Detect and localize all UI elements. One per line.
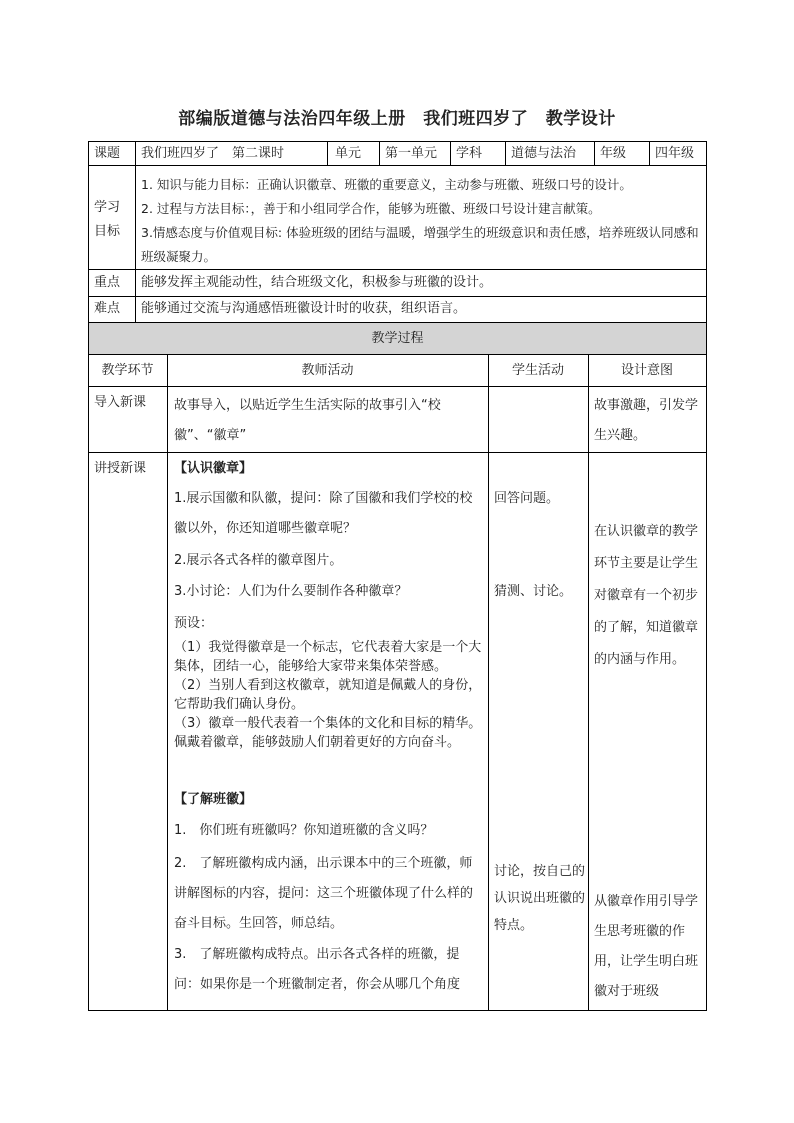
intro-intent: 故事激趣，引发学生兴趣。 [594,398,699,443]
s1-item-3: 3.小讨论：人们为什么要制作各种徽章？ [174,584,408,599]
process-heading: 教学过程 [371,331,424,346]
s1-item-2: 2.展示各式各样的徽章图片。 [174,553,343,568]
difficulty-label: 难点 [94,301,121,316]
goals-label-line1: 学习 [94,200,121,215]
intro-teacher: 故事导入，以贴近学生生活实际的故事引入“校徽”、“徽章” [174,398,441,443]
preset-3: （3）徽章一般代表着一个集体的文化和目标的精华。佩戴着徽章，能够鼓励人们朝着更好的方向奋斗。 [174,716,482,750]
goal-item-1: 1. 知识与能力目标：正确认识徽章、班徽的重要意义，主动参与班徽、班级口号的设计。 [141,177,632,192]
grade-value: 四年级 [655,146,695,161]
section-heading-class-badge: 【了解班徽】 [174,792,253,807]
student-activity-3: 讨论，按自己的认识说出班徽的特点。 [494,864,586,933]
preset-1: （1）我觉得徽章是一个标志，它代表着大家是一个大集体，团结一心，能够给大家带来集体荣誉感。 [174,640,482,674]
goal-item-2: 2. 过程与方法目标：，善于和小组同学合作，能够为班徽、班级口号设计建言献策。 [141,201,601,216]
lesson-stage: 讲授新课 [94,461,147,476]
subject-value: 道德与法治 [511,146,577,161]
design-intent-1: 在认识徽章的教学环节主要是让学生对徽章有一个初步的了解，知道徽章的内涵与作用。 [594,524,699,667]
design-intent-2: 从徽章作用引导学生思考班徽的作用，让学生明白班徽对于班级 [594,894,699,999]
student-activity-2: 猜测、讨论。 [494,584,573,599]
preset-2: （2）当别人看到这枚徽章，就知道是佩戴人的身份，它帮助我们确认身份。 [174,678,482,712]
topic-label: 课题 [94,146,121,161]
col-teacher-header: 教师活动 [301,363,354,378]
key-point-text: 能够发挥主观能动性，结合班级文化，积极参与班徽的设计。 [141,275,493,290]
goals-label-line2: 目标 [94,224,121,239]
s2-item-2: 2. 了解班徽构成内涵，出示课本中的三个班徽，师讲解图标的内容，提问：这三个班徽体现了什么样的奋斗目标。生回答，师总结。 [174,856,474,931]
unit-value: 第一单元 [385,146,438,161]
topic-value: 我们班四岁了 第二课时 [141,146,285,161]
col-stage-header: 教学环节 [101,363,154,378]
grade-label: 年级 [600,146,627,161]
s1-item-1: 1.展示国徽和队徽，提问：除了国徽和我们学校的校徽以外，你还知道哪些徽章呢？ [174,491,473,536]
difficulty-text: 能够通过交流与沟通感悟班徽设计时的收获，组织语言。 [141,301,467,316]
intro-stage: 导入新课 [94,395,147,410]
col-intent-header: 设计意图 [620,363,673,378]
page-title: 部编版道德与法治四年级上册 我们班四岁了 教学设计 [178,109,616,129]
subject-label: 学科 [456,146,483,161]
s2-item-3: 3. 了解班徽构成特点。出示各式各样的班徽，提问：如果你是一个班徽制定者，你会从哪几个角度 [174,947,461,992]
key-point-label: 重点 [94,275,121,290]
student-activity-1: 回答问题。 [494,491,560,506]
section-heading-badges: 【认识徽章】 [174,461,253,476]
preset-label: 预设： [174,616,214,631]
unit-label: 单元 [335,146,362,161]
s2-item-1: 1. 你们班有班徽吗？你知道班徽的含义吗？ [174,823,434,838]
goal-item-3: 3.情感态度与价值观目标: 体验班级的团结与温暖，增强学生的班级意识和责任感，培养班级认同感和班级凝聚力。 [141,225,699,264]
col-student-header: 学生活动 [511,363,564,378]
